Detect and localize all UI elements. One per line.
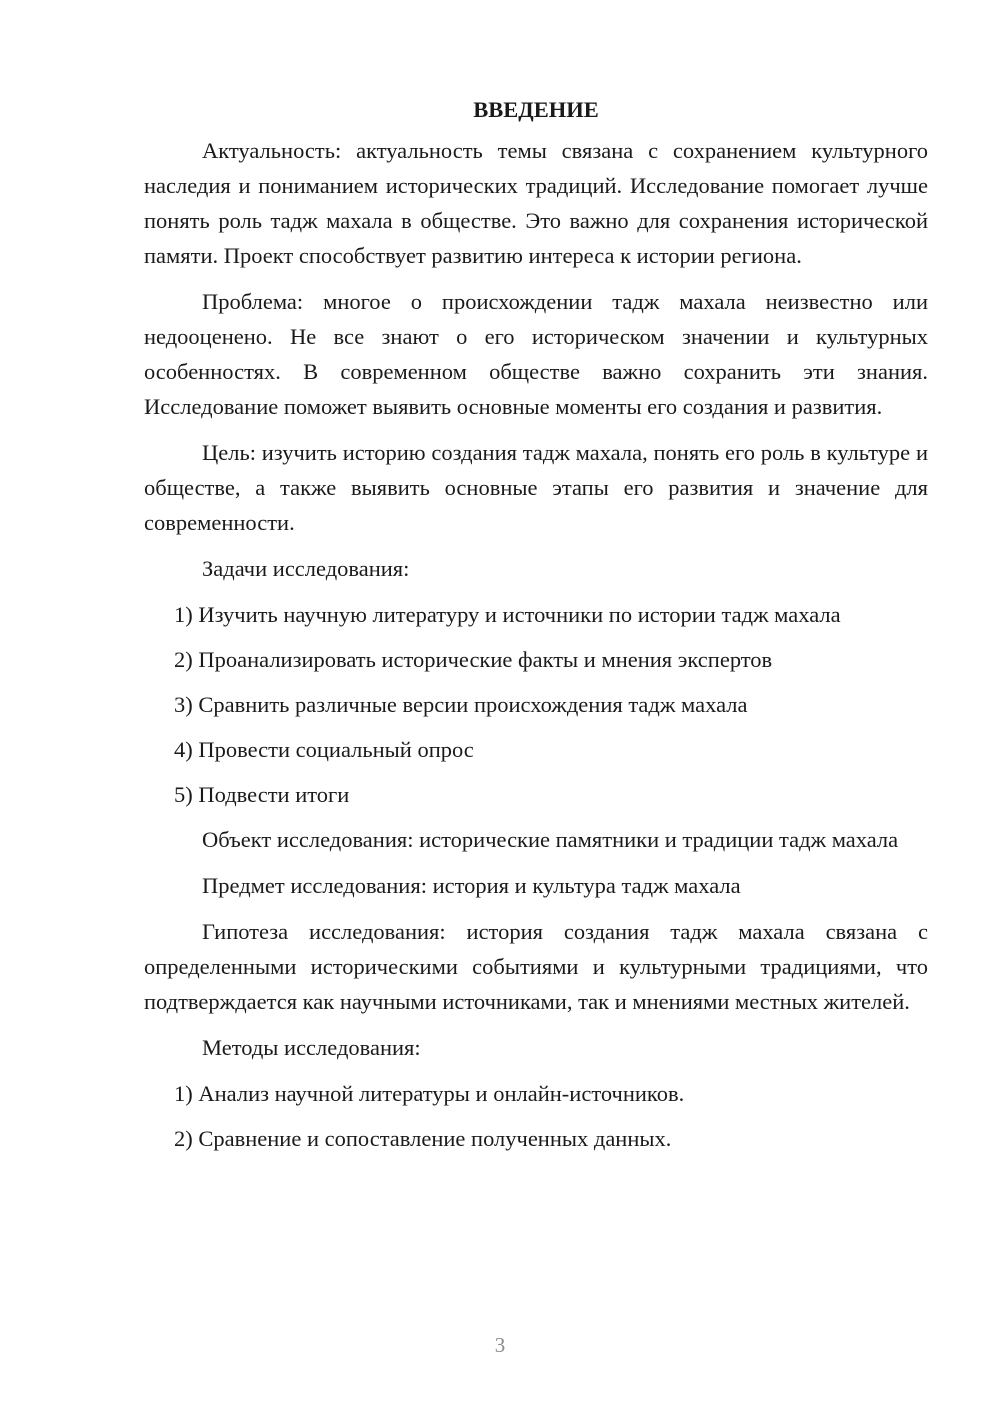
tasks-list [144, 597, 928, 812]
document-page [144, 92, 928, 1166]
list-item: 5) Подвести итоги [174, 782, 350, 807]
list-item: 2) Сравнение и сопоставление полученных данных. [174, 1126, 672, 1151]
list-item: 1) Изучить научную литературу и источники по истории тадж махала [174, 602, 841, 627]
methods-label: Методы исследования: [202, 1035, 421, 1060]
list-item: 3) Сравнить различные версии происхождения тадж махала [174, 692, 748, 717]
relevance-paragraph: Актуальность: актуальность темы связана с сохранением культурного наследия и пониманием исторических традиций. Исследование помогает лучше понять роль тадж махала в обществе. Это важно для сохранения исторической памяти. Проект способствует развитию интереса к истории региона. [144, 138, 928, 268]
object-paragraph: Объект исследования: исторические памятники и традиции тадж махала [202, 827, 899, 852]
subject-paragraph: Предмет исследования: история и культура тадж махала [202, 873, 741, 898]
problem-paragraph: Проблема: многое о происхождении тадж махала неизвестно или недооценено. Не все знают о его историческом значении и культурных особенностях. В современном обществе важно сохранить эти знания. Исследование поможет выявить основные моменты его создания и развития. [144, 289, 928, 419]
list-item: 4) Провести социальный опрос [174, 737, 474, 762]
page-heading: ВВЕДЕНИЕ [473, 97, 599, 122]
hypothesis-paragraph: Гипотеза исследования: история создания тадж махала связана с определенными историческими событиями и культурными традициями, что подтверждается как научными источниками, так и мнениями местных жителей. [144, 919, 928, 1014]
page-number: 3 [494, 1333, 506, 1357]
list-item: 1) Анализ научной литературы и онлайн-источников. [174, 1081, 685, 1106]
list-item: 2) Проанализировать исторические факты и мнения экспертов [174, 647, 773, 672]
tasks-label: Задачи исследования: [202, 556, 410, 581]
methods-list [144, 1076, 928, 1156]
goal-paragraph: Цель: изучить историю создания тадж махала, понять его роль в культуре и обществе, а также выявить основные этапы его развития и значение для современности. [144, 440, 928, 535]
